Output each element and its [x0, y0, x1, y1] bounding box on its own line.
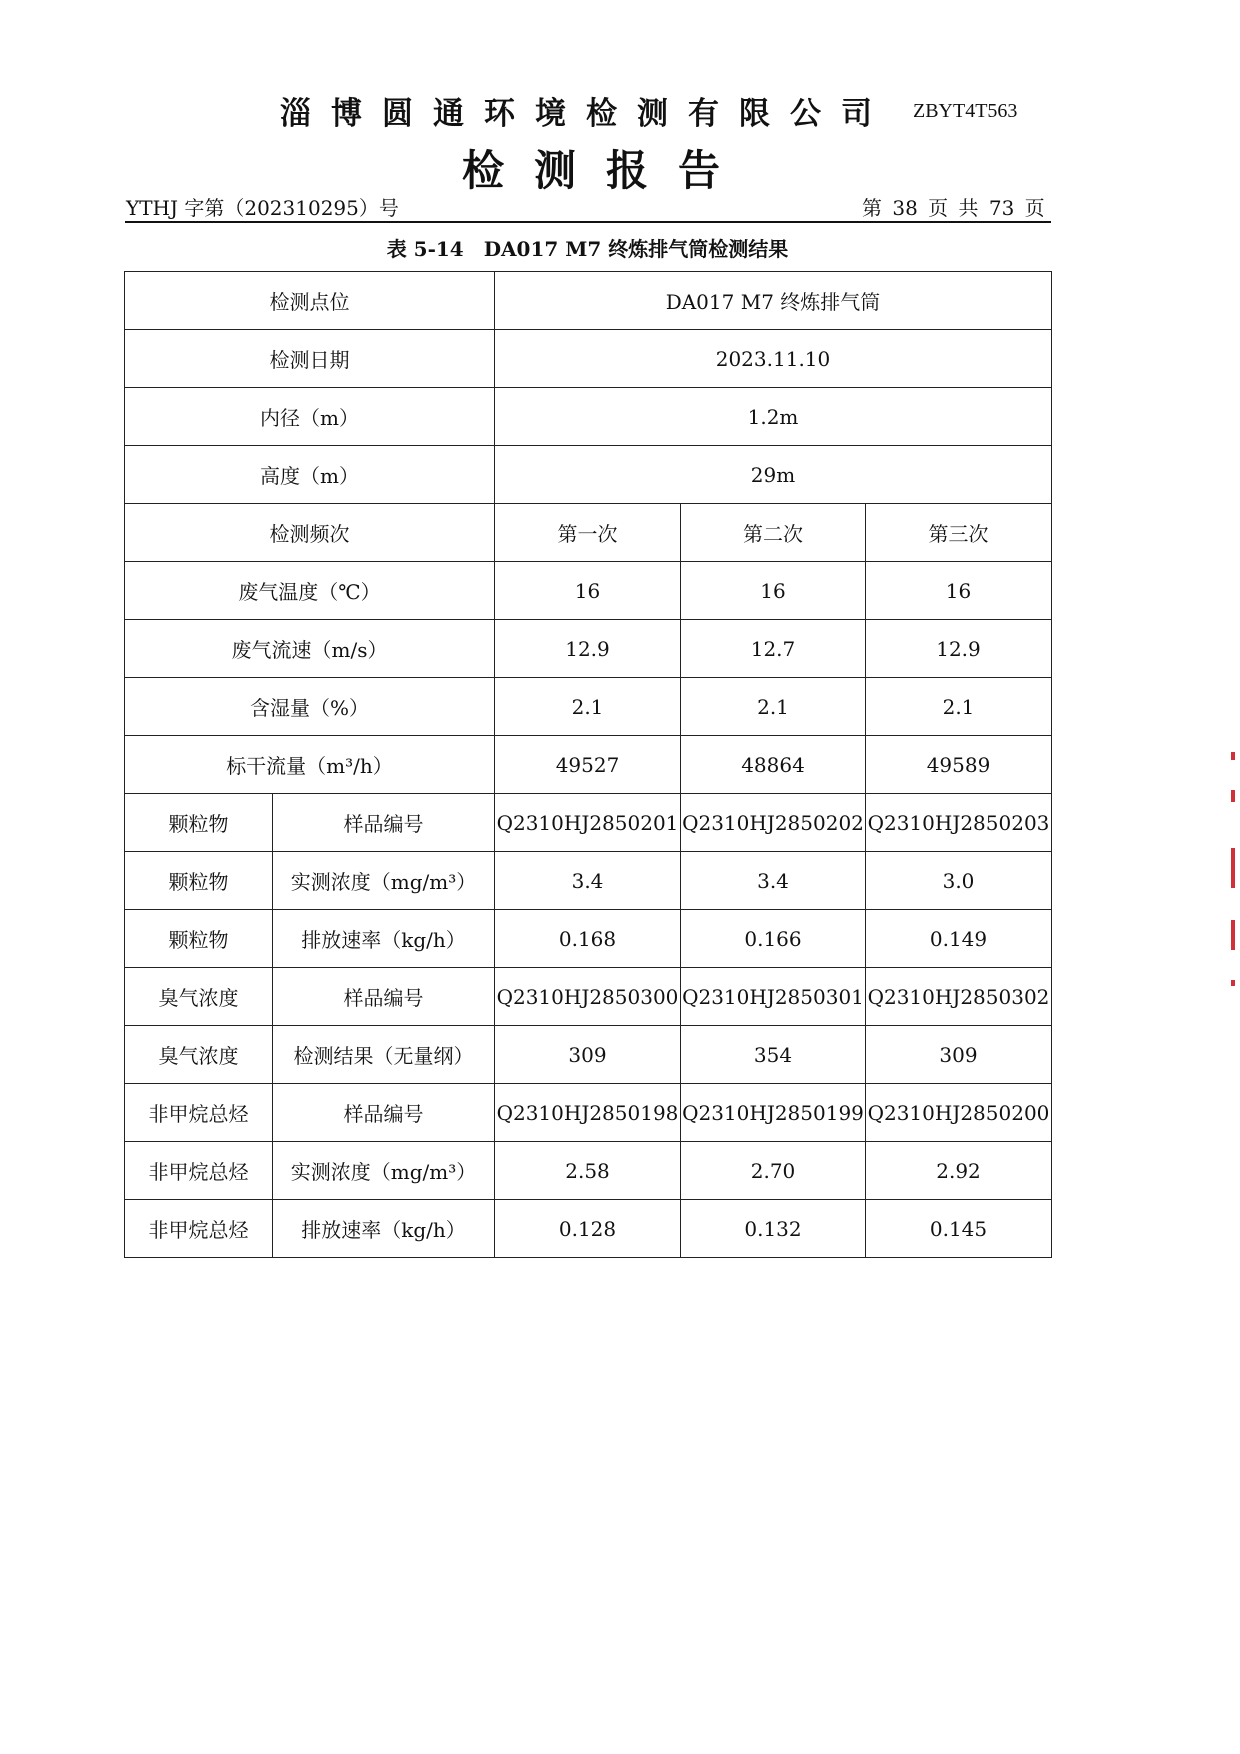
table-cell: Q2310HJ2850302: [866, 968, 1052, 1026]
table-cell: 16: [866, 562, 1052, 620]
table-cell: Q2310HJ2850199: [681, 1084, 866, 1142]
header-rule: [125, 221, 1051, 223]
item-name: 非甲烷总烃: [125, 1084, 273, 1142]
row-label: 含湿量（%）: [125, 678, 495, 736]
item-name: 颗粒物: [125, 910, 273, 968]
param-name: 排放速率（kg/h）: [273, 910, 495, 968]
row-value: DA017 M7 终炼排气筒: [495, 272, 1052, 330]
table-cell: Q2310HJ2850301: [681, 968, 866, 1026]
item-name: 臭气浓度: [125, 1026, 273, 1084]
table-cell: 49527: [495, 736, 681, 794]
table-cell: 2.1: [495, 678, 681, 736]
table-cell: 第三次: [866, 504, 1052, 562]
row-value: 2023.11.10: [495, 330, 1052, 388]
table-cell: 309: [495, 1026, 681, 1084]
table-cell: 2.58: [495, 1142, 681, 1200]
table-cell: 3.4: [681, 852, 866, 910]
table-cell: 49589: [866, 736, 1052, 794]
param-name: 实测浓度（mg/m³）: [273, 852, 495, 910]
table-row: [125, 388, 1052, 446]
row-label: 内径（m）: [125, 388, 495, 446]
table-cell: 2.1: [681, 678, 866, 736]
table-cell: 第一次: [495, 504, 681, 562]
table-cell: Q2310HJ2850300: [495, 968, 681, 1026]
row-label: 检测点位: [125, 272, 495, 330]
item-name: 颗粒物: [125, 852, 273, 910]
table-cell: 12.9: [495, 620, 681, 678]
table-cell: 3.4: [495, 852, 681, 910]
table-cell: Q2310HJ2850202: [681, 794, 866, 852]
company-name: 淄博圆通环境检测有限公司: [280, 96, 892, 132]
table-cell: 16: [495, 562, 681, 620]
row-label: 废气流速（m/s）: [125, 620, 495, 678]
table-cell: 354: [681, 1026, 866, 1084]
table-row: [125, 736, 1052, 794]
table-cell: 48864: [681, 736, 866, 794]
table-row: [125, 1142, 1052, 1200]
table-cell: 12.9: [866, 620, 1052, 678]
table-row: [125, 910, 1052, 968]
item-name: 非甲烷总烃: [125, 1142, 273, 1200]
row-label: 检测频次: [125, 504, 495, 562]
table-cell: 3.0: [866, 852, 1052, 910]
seal-edge-mark: [1231, 920, 1235, 950]
param-name: 样品编号: [273, 968, 495, 1026]
seal-edge-mark: [1231, 752, 1235, 760]
table-row: [125, 1200, 1052, 1258]
table-row: [125, 330, 1052, 388]
param-name: 样品编号: [273, 1084, 495, 1142]
param-name: 实测浓度（mg/m³）: [273, 1142, 495, 1200]
table-cell: 0.168: [495, 910, 681, 968]
table-cell: Q2310HJ2850200: [866, 1084, 1052, 1142]
table-row: [125, 678, 1052, 736]
table-row: [125, 852, 1052, 910]
table-row: [125, 504, 1052, 562]
table-cell: Q2310HJ2850203: [866, 794, 1052, 852]
table-cell: 16: [681, 562, 866, 620]
report-title: 检测报告: [462, 146, 751, 195]
table-caption: 表 5-14 DA017 M7 终炼排气筒检测结果: [386, 237, 789, 261]
param-name: 排放速率（kg/h）: [273, 1200, 495, 1258]
table-cell: 309: [866, 1026, 1052, 1084]
report-code: ZBYT4T563: [913, 100, 1018, 122]
seal-edge-mark: [1231, 980, 1235, 986]
row-value: 29m: [495, 446, 1052, 504]
table-row: [125, 446, 1052, 504]
table-cell: 0.166: [681, 910, 866, 968]
table-row: [125, 1026, 1052, 1084]
table-cell: 2.1: [866, 678, 1052, 736]
row-label: 废气温度（℃）: [125, 562, 495, 620]
table-row: [125, 272, 1052, 330]
row-value: 1.2m: [495, 388, 1052, 446]
table-cell: 2.70: [681, 1142, 866, 1200]
table-cell: 第二次: [681, 504, 866, 562]
param-name: 样品编号: [273, 794, 495, 852]
item-name: 颗粒物: [125, 794, 273, 852]
results-table: [124, 271, 1052, 1258]
row-label: 检测日期: [125, 330, 495, 388]
document-number: YTHJ 字第（202310295）号: [126, 196, 399, 220]
table-cell: Q2310HJ2850198: [495, 1084, 681, 1142]
item-name: 臭气浓度: [125, 968, 273, 1026]
table-row: [125, 620, 1052, 678]
item-name: 非甲烷总烃: [125, 1200, 273, 1258]
row-label: 高度（m）: [125, 446, 495, 504]
table-cell: 2.92: [866, 1142, 1052, 1200]
seal-edge-mark: [1231, 790, 1235, 802]
table-cell: 0.128: [495, 1200, 681, 1258]
row-label: 标干流量（m³/h）: [125, 736, 495, 794]
table-cell: 0.149: [866, 910, 1052, 968]
table-row: [125, 562, 1052, 620]
table-cell: 12.7: [681, 620, 866, 678]
table-cell: Q2310HJ2850201: [495, 794, 681, 852]
table-row: [125, 1084, 1052, 1142]
page-info: 第 38 页 共 73 页: [862, 196, 1045, 220]
seal-edge-mark: [1231, 848, 1235, 888]
table-cell: 0.132: [681, 1200, 866, 1258]
param-name: 检测结果（无量纲）: [273, 1026, 495, 1084]
table-row: [125, 968, 1052, 1026]
table-row: [125, 794, 1052, 852]
table-cell: 0.145: [866, 1200, 1052, 1258]
